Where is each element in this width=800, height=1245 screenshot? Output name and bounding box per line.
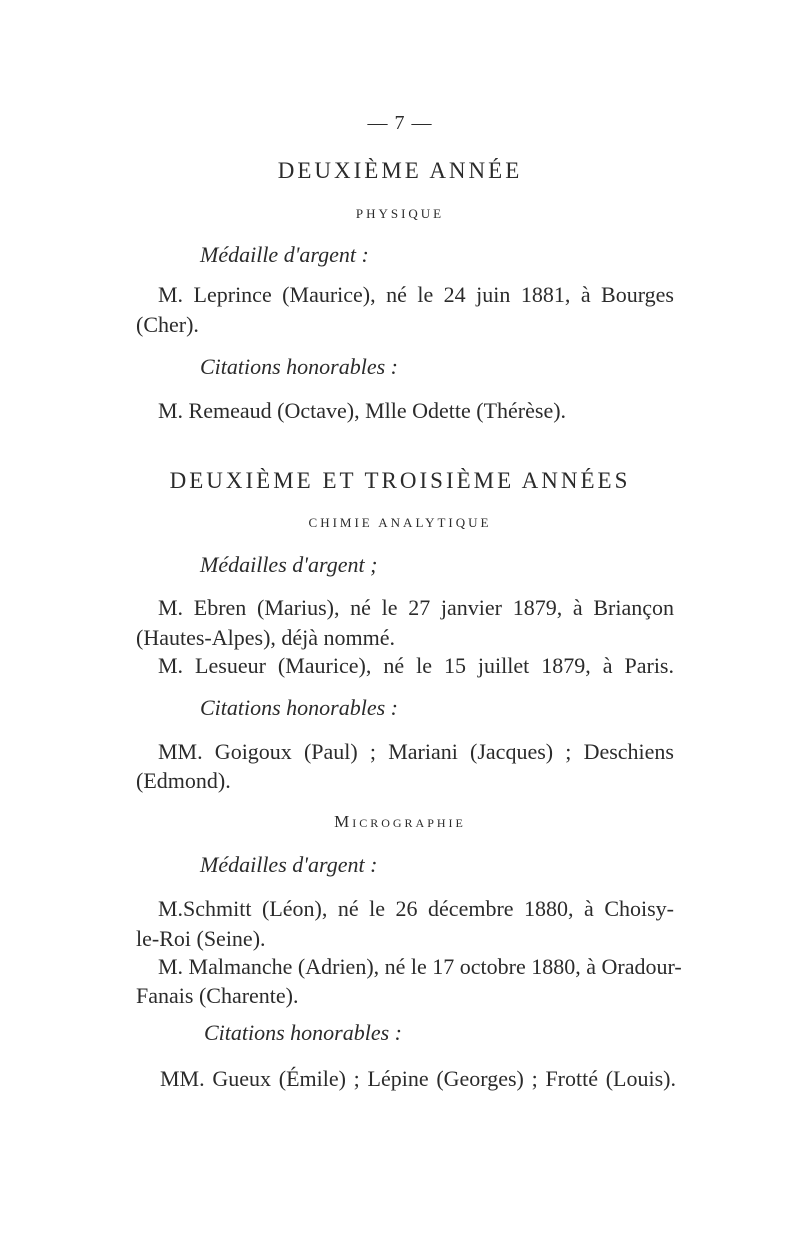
award-line: Fanais (Charente).	[136, 983, 299, 1008]
section-title-deuxieme-troisieme: DEUXIÈME ET TROISIÈME ANNÉES	[169, 468, 631, 493]
citation-line: (Edmond).	[136, 768, 231, 793]
award-line: M. Leprince (Maurice), né le 24 juin 1881, à Bourges	[158, 282, 674, 307]
award-line: M. Ebren (Marius), né le 27 janvier 1879, à Briançon	[158, 595, 674, 620]
citation-line: MM. Goigoux (Paul) ; Mariani (Jacques) ; Deschiens	[158, 739, 674, 764]
citation-line: M. Remeaud (Octave), Mlle Odette (Thérèse).	[158, 398, 567, 423]
award-line: M. Malmanche (Adrien), né le 17 octobre 1880, à Oradour-	[158, 954, 682, 979]
citations-heading: Citations honorables :	[200, 354, 399, 379]
award-line: M.Schmitt (Léon), né le 26 décembre 1880, à Choisy-	[158, 896, 674, 921]
subject-chimie-analytique: CHIMIE ANALYTIQUE	[308, 515, 492, 530]
section-title-deuxieme-annee: DEUXIÈME ANNÉE	[277, 158, 523, 183]
award-line: le-Roi (Seine).	[136, 926, 266, 951]
citation-line: MM. Gueux (Émile) ; Lépine (Georges) ; Frotté (Louis).	[160, 1066, 676, 1091]
citations-heading: Citations honorables :	[200, 695, 399, 720]
medailles-heading: Médailles d'argent :	[200, 852, 378, 877]
subject-micrographie: Micrographie	[334, 812, 466, 831]
subject-physique: PHYSIQUE	[355, 206, 445, 221]
award-line: M. Lesueur (Maurice), né le 15 juillet 1879, à Paris.	[158, 653, 674, 678]
medaille-heading: Médaille d'argent :	[200, 242, 369, 267]
award-line: (Cher).	[136, 312, 199, 337]
page-number: — 7 —	[367, 112, 433, 134]
medailles-heading: Médailles d'argent ;	[200, 552, 378, 577]
award-line: (Hautes-Alpes), déjà nommé.	[136, 625, 396, 650]
citations-heading: Citations honorables :	[204, 1020, 403, 1045]
